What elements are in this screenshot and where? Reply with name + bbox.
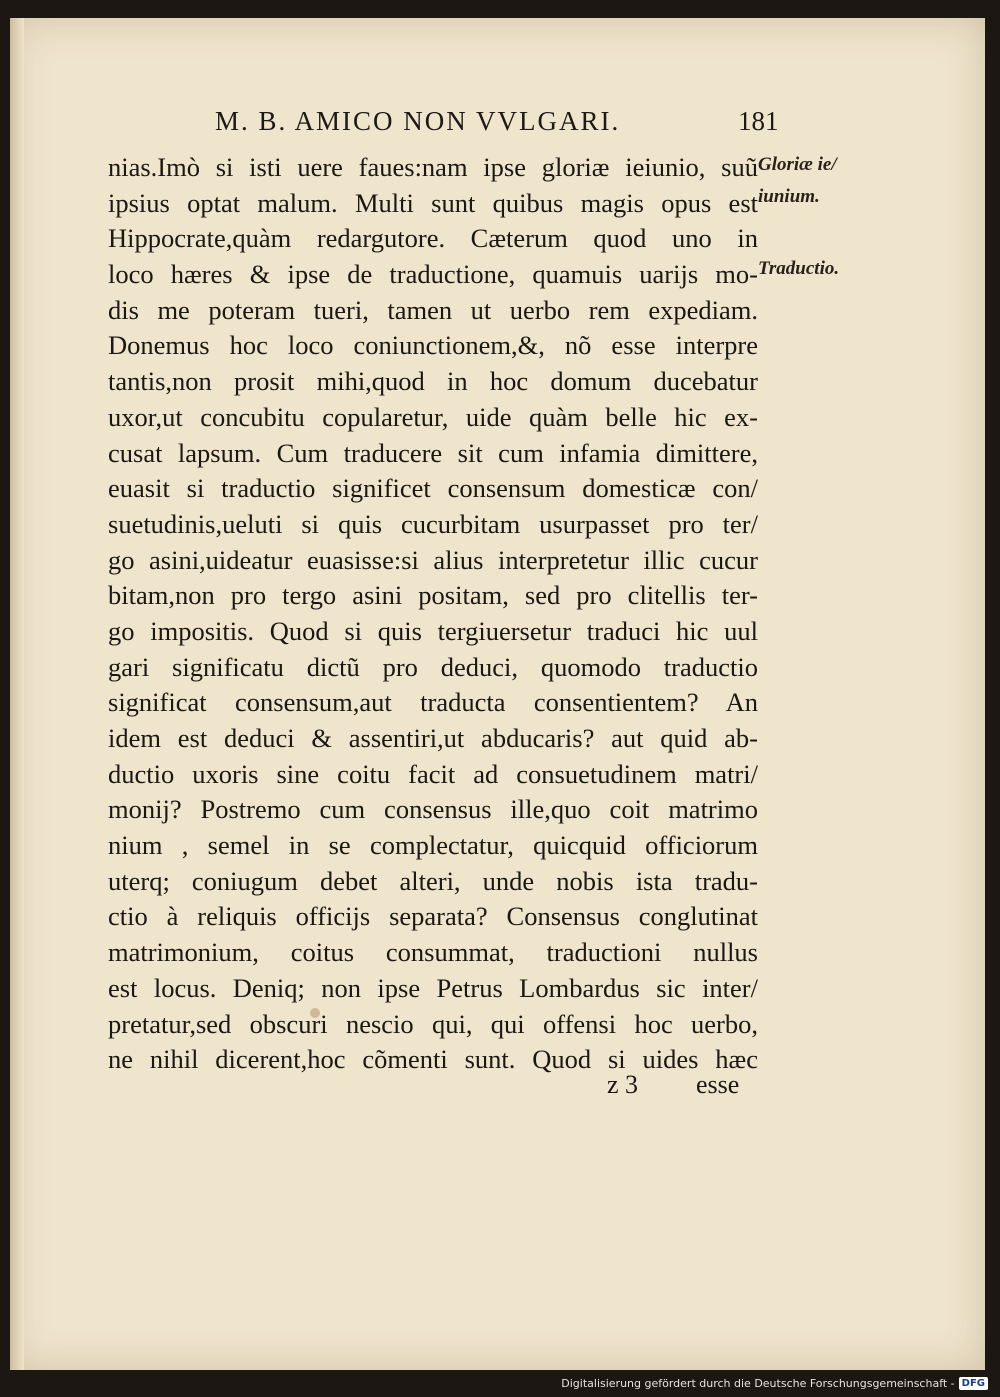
text-line: Donemus hoc loco coniunctionem,&, nõ esse interpre [108, 330, 758, 361]
text-line: go impositis. Quod si quis tergiuersetur traduci hic uul [108, 615, 758, 646]
running-head-title: M. B. AMICO NON VVLGARI. [215, 106, 621, 136]
ink-smudge [310, 1008, 320, 1018]
text-line: pretatur,sed obscuri nescio qui, qui offensi hoc uerbo, [108, 1008, 758, 1039]
text-line: go asini,uideatur euasisse:si alius interpretetur illic cucur [108, 544, 758, 575]
margin-note-traductio: Traductio. [758, 258, 840, 279]
text-line: nias.Imò si isti uere faues:nam ipse gloriæ ieiunio, suũ [108, 152, 758, 182]
text-line: monij? Postremo cum consensus ille,quo coit matrimo [108, 794, 758, 825]
text-line: ctio à reliquis officijs separata? Consensus conglutinat [108, 901, 758, 932]
book-page [10, 18, 985, 1370]
text-line: suetudinis,ueluti si quis cucurbitam usurpasset pro ter/ [108, 508, 758, 539]
dfg-logo-icon: DFG [959, 1377, 988, 1390]
text-line: matrimonium, coitus consummat, traductioni nullus [108, 937, 758, 968]
folio-number: 181 [738, 106, 779, 136]
margin-note-iunium: iunium. [758, 186, 820, 207]
text-line: significat consensum,aut traducta consentientem? An [108, 687, 758, 718]
text-line: dis me poteram tueri, tamen ut uerbo rem expediam. [108, 294, 758, 325]
text-line: uterq; coniugum debet alteri, unde nobis ista tradu- [108, 865, 758, 896]
text-line: loco hæres & ipse de traductione, quamuis uarijs mo- [108, 259, 758, 290]
text-line: gari significatu dictũ pro deduci, quomodo traductio [108, 651, 758, 682]
catchline [10, 1070, 985, 1106]
text-line: tantis,non prosit mihi,quod in hoc domum ducebatur [108, 366, 758, 397]
text-line: ipsius optat malum. Multi sunt quibus magis opus est [108, 187, 758, 218]
footer-credit-text: Digitalisierung gefördert durch die Deutsche Forschungsgemeinschaft - [561, 1376, 955, 1390]
running-head [10, 106, 985, 136]
text-line: est locus. Deniq; non ipse Petrus Lombardus sic inter/ [108, 972, 758, 1003]
text-line: idem est deduci & assentiri,ut abducaris? aut quid ab- [108, 723, 758, 753]
margin-note-gloriae: Gloriæ ie/ [758, 154, 837, 175]
digitization-footer [561, 1373, 988, 1393]
signature-mark: z 3 [607, 1070, 639, 1099]
text-line: cusat lapsum. Cum traducere sit cum infamia dimittere, [108, 437, 758, 468]
text-line: euasit si traductio significet consensum domesticæ con/ [108, 473, 758, 504]
text-line: uxor,ut concubitu copularetur, uide quàm belle hic ex- [108, 401, 758, 432]
catchword: esse [696, 1070, 740, 1099]
text-line: bitam,non pro tergo asini positam, sed pro clitellis ter- [108, 580, 758, 611]
text-line: ne nihil dicerent,hoc cõmenti sunt. Quod si uides hæc [108, 1044, 758, 1075]
page-gutter-edge [10, 18, 24, 1370]
text-line: ductio uxoris sine coitu facit ad consuetudinem matri/ [108, 758, 758, 789]
text-line: nium , semel in se complectatur, quicquid officiorum [108, 830, 758, 861]
body-text [108, 150, 758, 1078]
text-line: Hippocrate,quàm redargutore. Cæterum quod uno in [108, 223, 758, 254]
